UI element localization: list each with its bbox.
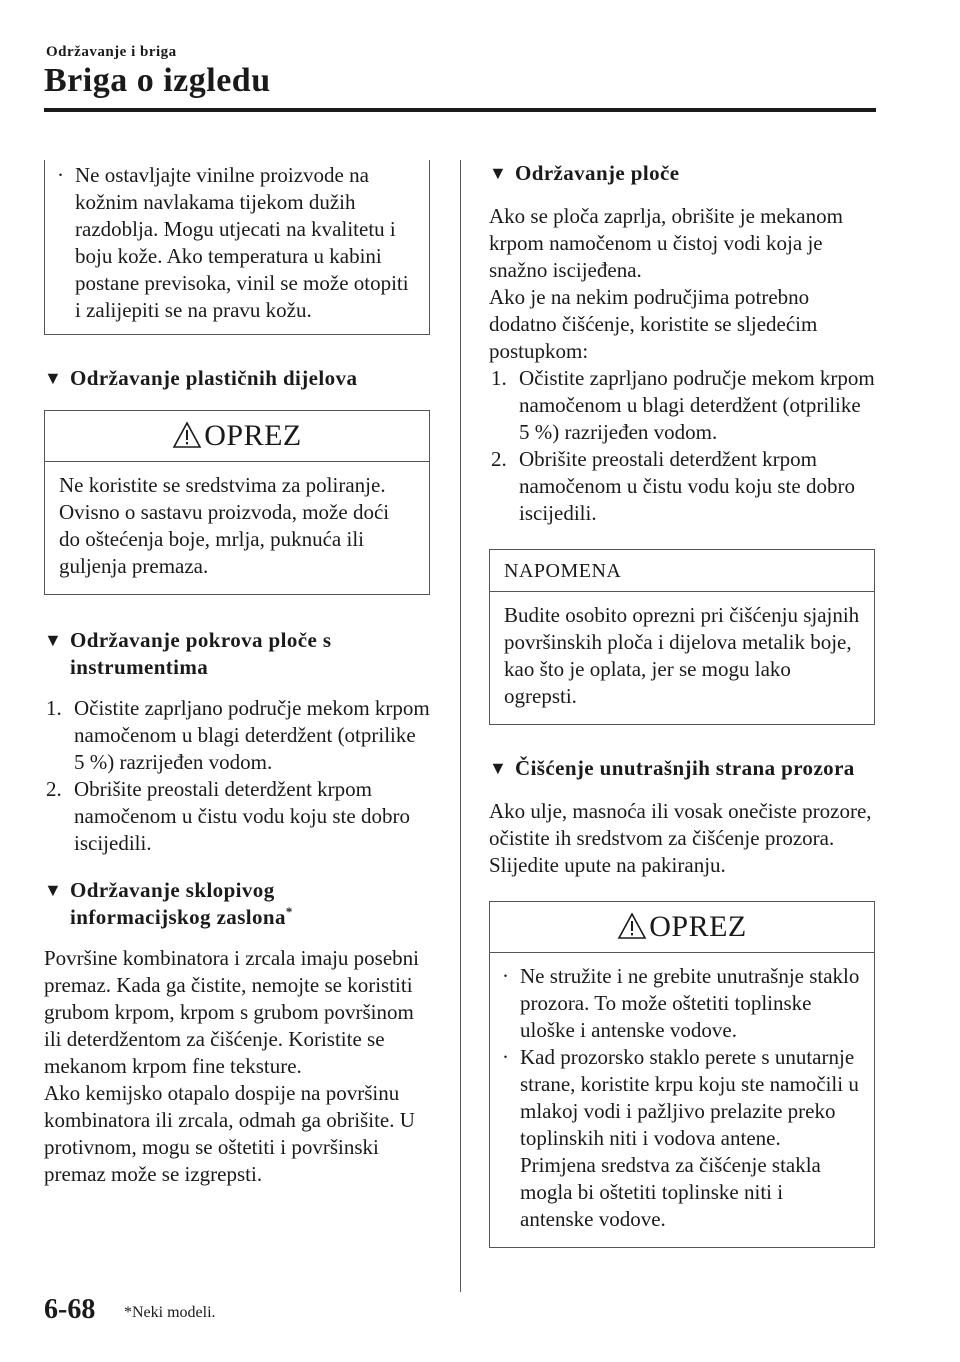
step-item: 2. Obrišite preostali deterdžent krpom namočenom u čistu vodu koju ste dobro iscijedili.: [491, 447, 855, 525]
note-box: [489, 549, 875, 725]
step-item: 1. Očistite zaprljano područje mekom krpom namočenom u blagi deterdžent (otprilike 5 %) razrijeđen vodom.: [46, 696, 430, 774]
caution-text: Ne koristite se sredstvima za poliranje. Ovisno o sastavu proizvoda, može doći do oštećenja boje, mrlja, puknuća ili guljenja premaza.: [59, 473, 390, 578]
vinyl-caution-continuation: [44, 160, 430, 335]
display-heading: ▼ Održavanje sklopivog informacijskog zaslona*: [44, 878, 293, 929]
triangle-down-icon: ▼: [489, 163, 508, 183]
note-header: NAPOMENA: [490, 550, 874, 592]
caution-body: [490, 953, 874, 1247]
windows-heading: ▼ Čišćenje unutrašnjih strana prozora: [489, 756, 855, 780]
display-para-2: Ako kemijsko otapalo dospije na površinu kombinatora ili zrcala, odmah ga obrišite. U protivnom, mogu se oštetiti i površinski premaz može se izgrepsti.: [44, 1081, 415, 1186]
windows-caution-box: [489, 901, 875, 1248]
caution-bullet: · Ne stružite i ne grebite unutrašnje staklo prozora. To može oštetiti toplinske uloške i antenske vodove.: [502, 964, 860, 1042]
caution-header: OPREZ: [490, 902, 874, 953]
step-item: 2. Obrišite preostali deterdžent krpom namočenom u čistu vodu koju ste dobro iscijedili.: [46, 777, 410, 855]
panel-intro-1: Ako se ploča zaprlja, obrišite je mekanom krpom namočenom u čistoj vodi koja je snažno iscijeđena.: [489, 204, 843, 282]
triangle-down-icon: ▼: [44, 880, 63, 900]
page-number: 6-68: [44, 1294, 96, 1325]
windows-text: Ako ulje, masnoća ili vosak onečiste prozore, očistite ih sredstvom za čišćenje prozora. Slijedite upute na pakiranju.: [489, 799, 872, 877]
header-rule: [44, 108, 876, 112]
step-item: 1. Očistite zaprljano područje mekom krpom namočenom u blagi deterdžent (otprilike 5 %) razrijeđen vodom.: [491, 366, 875, 444]
plastic-heading: ▼ Održavanje plastičnih dijelova: [44, 366, 358, 390]
bullet-dot: ·: [57, 163, 64, 187]
page-title: Briga o izgledu: [44, 62, 271, 99]
triangle-down-icon: ▼: [489, 758, 508, 778]
caution-bullet: · Kad prozorsko staklo perete s unutarnje strane, koristite krpu koju ste namočili u mlakoj vodi i pažljivo prelazite preko toplinskih niti i vodova antene. Primjena sredstva za čišćenje stakla mogla bi oštetiti toplinske niti i antenske vodove.: [502, 1045, 859, 1231]
footnote-mark: *: [285, 904, 293, 919]
footnote: *Neki modeli.: [124, 1304, 216, 1321]
warning-icon: [172, 421, 202, 453]
panel-intro-2: Ako je na nekim područjima potrebno dodatno čišćenje, koristite se sljedećim postupkom:: [489, 285, 818, 363]
section-label: Održavanje i briga: [46, 44, 177, 60]
vinyl-bullet-text: Ne ostavljajte vinilne proizvode na kožnim navlakama tijekom dužih razdoblja. Mogu utjecati na kvalitetu i boju kože. Ako temperatura u kabini postane previsoka, vinil se može otopiti i zalijepiti se na pravu kožu.: [75, 163, 409, 322]
triangle-down-icon: ▼: [44, 630, 63, 650]
right-column: [489, 160, 875, 1248]
plastic-caution-box: [44, 410, 430, 595]
display-para-1: Površine kombinatora i zrcala imaju posebni premaz. Kada ga čistite, nemojte se koristiti grubom krpom, krpom s grubom površinom ili deterdžentom za čišćenje. Koristite se mekanom krpom fine teksture.: [44, 946, 419, 1078]
triangle-down-icon: ▼: [44, 368, 63, 388]
bullet-dot: ·: [502, 964, 509, 988]
column-divider: [460, 160, 461, 1292]
note-text: Budite osobito oprezni pri čišćenju sjajnih površinskih ploča i dijelova metalik boje, kao što je oplata, jer se mogu lako ogrepsti.: [504, 603, 860, 708]
left-column: [44, 160, 430, 1188]
caution-header: OPREZ: [45, 411, 429, 462]
instrument-cover-heading: ▼ Održavanje pokrova ploče s instrumentima: [44, 628, 332, 679]
vinyl-bullet: [45, 162, 415, 324]
panel-heading: ▼ Održavanje ploče: [489, 161, 680, 185]
warning-icon: [617, 912, 647, 944]
bullet-dot: ·: [502, 1045, 509, 1069]
